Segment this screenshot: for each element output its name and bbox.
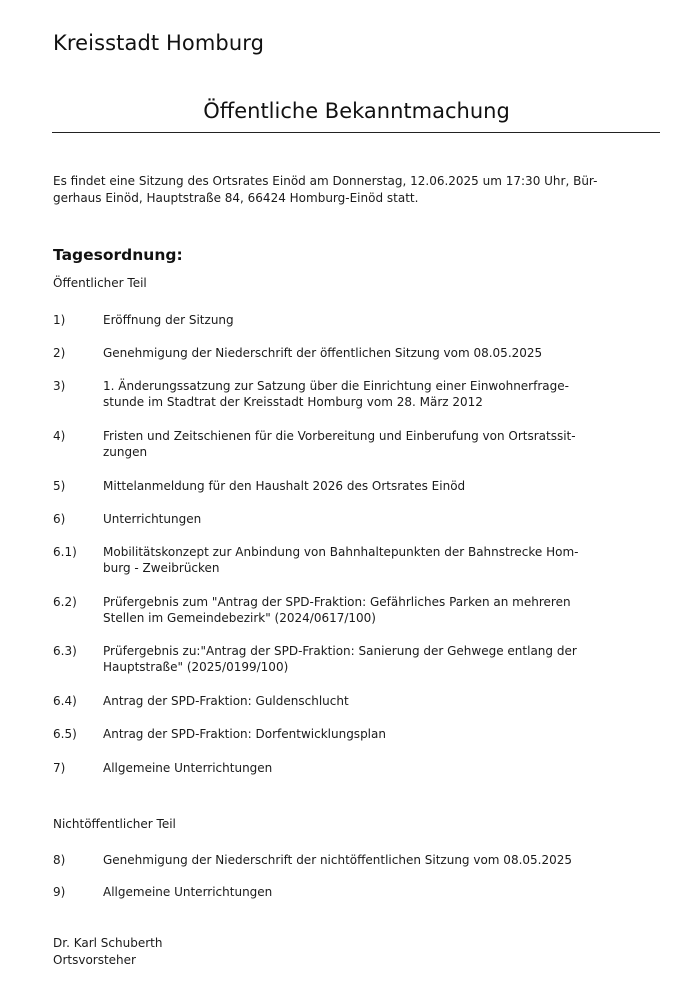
signature-block <box>53 935 162 969</box>
agenda-item-text <box>103 428 638 460</box>
agenda-item-line: zungen <box>103 445 148 459</box>
agenda-item-line: Prüfergebnis zu:"Antrag der SPD-Fraktion: Sanierung der Gehwege entlang der <box>103 644 577 658</box>
agenda-item-text: Allgemeine Unterrichtungen <box>103 885 273 899</box>
agenda-item-number: 1) <box>53 313 66 327</box>
agenda-heading: Tagesordnung: <box>53 246 183 264</box>
agenda-item-text: Genehmigung der Niederschrift der nichtöffentlichen Sitzung vom 08.05.2025 <box>103 853 573 867</box>
intro-line: Es findet eine Sitzung des Ortsrates Einöd am Donnerstag, 12.06.2025 um 17:30 Uhr, Bür- <box>53 174 598 188</box>
intro-line: gerhaus Einöd, Hauptstraße 84, 66424 Homburg-Einöd statt. <box>53 191 419 205</box>
agenda-item-line: 1. Änderungssatzung zur Satzung über die Einrichtung einer Einwohnerfrage- <box>103 379 569 393</box>
agenda-item-line: Hauptstraße" (2025/0199/100) <box>103 660 289 674</box>
public-section-label: Öffentlicher Teil <box>53 276 147 290</box>
agenda-item-number: 6.5) <box>53 727 77 741</box>
agenda-item-text: Unterrichtungen <box>103 512 202 526</box>
agenda-item-number: 5) <box>53 479 66 493</box>
agenda-item-number: 8) <box>53 853 66 867</box>
agenda-item-number: 6) <box>53 512 66 526</box>
agenda-item-number: 6.1) <box>53 545 77 559</box>
agenda-item-text <box>103 378 638 410</box>
agenda-item-number: 6.3) <box>53 644 77 658</box>
agenda-item-line: Stellen im Gemeindebezirk" (2024/0617/100) <box>103 611 376 625</box>
agenda-item-text <box>103 594 638 626</box>
agenda-item-number: 7) <box>53 761 66 775</box>
agenda-item-number: 2) <box>53 346 66 360</box>
agenda-item-text: Antrag der SPD-Fraktion: Guldenschlucht <box>103 694 349 708</box>
agenda-item-text <box>103 643 638 675</box>
signatory-name: Dr. Karl Schuberth <box>53 936 163 950</box>
agenda-item-line: Fristen und Zeitschienen für die Vorbereitung und Einberufung von Ortsratssit- <box>103 429 576 443</box>
agenda-item-number: 3) <box>53 379 66 393</box>
municipality-name: Kreisstadt Homburg <box>53 31 265 55</box>
agenda-item-text: Mittelanmeldung für den Haushalt 2026 des Ortsrates Einöd <box>103 479 466 493</box>
agenda-item-text <box>103 544 638 576</box>
agenda-item-number: 4) <box>53 429 66 443</box>
agenda-item-number: 9) <box>53 885 66 899</box>
agenda-item-line: Prüfergebnis zum "Antrag der SPD-Fraktion: Gefährliches Parken an mehreren <box>103 595 571 609</box>
signatory-role: Ortsvorsteher <box>53 953 136 967</box>
agenda-item-text: Antrag der SPD-Fraktion: Dorfentwicklungsplan <box>103 727 386 741</box>
agenda-item-line: Mobilitätskonzept zur Anbindung von Bahnhaltepunkten der Bahnstrecke Hom- <box>103 545 579 559</box>
agenda-item-line: stunde im Stadtrat der Kreisstadt Homburg vom 28. März 2012 <box>103 395 483 409</box>
meeting-intro <box>53 173 653 207</box>
agenda-item-number: 6.4) <box>53 694 77 708</box>
nonpublic-section-label: Nichtöffentlicher Teil <box>53 817 176 831</box>
agenda-item-text: Genehmigung der Niederschrift der öffentlichen Sitzung vom 08.05.2025 <box>103 346 543 360</box>
agenda-item-line: burg - Zweibrücken <box>103 561 220 575</box>
agenda-item-text: Eröffnung der Sitzung <box>103 313 234 327</box>
agenda-item-number: 6.2) <box>53 595 77 609</box>
agenda-item-text: Allgemeine Unterrichtungen <box>103 761 273 775</box>
title-divider <box>52 132 660 133</box>
document-title: Öffentliche Bekanntmachung <box>203 99 510 123</box>
